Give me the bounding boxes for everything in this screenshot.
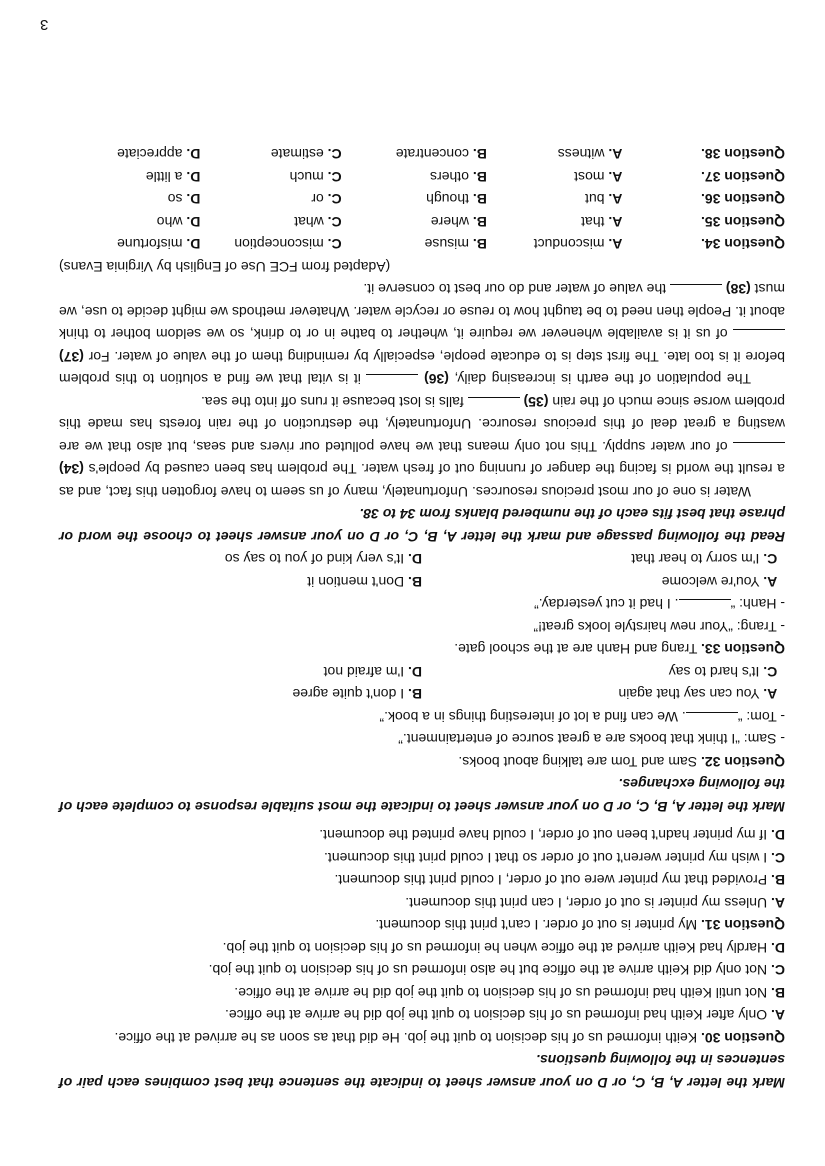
dialogue-line: - Trang: “Your new hairstyle looks great!” [533, 619, 785, 635]
passage-paragraph-1: Water is one of our most precious resources. Unfortunately, many of us seem to have forgotten this fact, and as a result the world is facing the danger of running out of fresh water. The problem has been caused by people's (34) of our water supply. This not only means that we have polluted our rivers and seas, but also that we are wasting a great deal of this precious resource. Unfortunately, the destruction of the rain forests has made this problem worse since much of the rain (35) falls is lost because it runs off into the sea. [59, 394, 785, 500]
options-row-36 [59, 188, 785, 211]
option-a: A. that [581, 214, 623, 230]
option-31-b: B. Provided that my printer were out of order, I could print this document. [334, 872, 785, 889]
section-instruction-exchanges: Mark the letter A, B, C, or D on your answer sheet to indicate the most suitable response to complete each of the following exchanges. [59, 776, 785, 815]
option-d: D. misfortune [117, 236, 201, 253]
options-row [59, 661, 785, 684]
option-c: C. estimate [270, 146, 342, 163]
question-30 [59, 1027, 785, 1050]
dialogue-line: - Sam: “I think that books are a great source of entertainment.” [398, 731, 785, 748]
option-c: C. misconception [234, 236, 342, 253]
options-row [59, 683, 785, 706]
option-33-c: C. I'm sorry to hear that [631, 551, 778, 568]
answer-blank [670, 285, 722, 298]
question-stem: Keith informed us of his decision to quit the job. He did that as soon as he arrived at the office. [114, 1030, 698, 1046]
options-row-34 [59, 233, 785, 256]
option-33-d: D. It's very kind of you to say so [224, 551, 422, 568]
question-label: Question 34. [700, 236, 785, 253]
question-33 [59, 638, 785, 661]
option-a: A. most [574, 169, 623, 185]
question-label: Question 37. [700, 169, 785, 185]
option-32-b: B. I don't quite agree [292, 686, 422, 703]
question-stem: Sam and Tom are talking about books. [458, 754, 698, 770]
options-row [59, 548, 785, 571]
question-31 [59, 914, 785, 937]
option-31-a: A. Unless my printer is out of order, I can print this document. [405, 895, 785, 911]
question-label: Question 35. [700, 214, 785, 230]
options-row-37 [59, 166, 785, 189]
option-a: A. but [585, 191, 623, 208]
option-c: C. what [294, 214, 342, 230]
question-32 [59, 751, 785, 774]
passage-source: (Adapted from FCE Use of English by Virginia Evans) [59, 259, 391, 275]
option-32-a: A. You can say that again [618, 686, 778, 703]
answer-blank [733, 442, 785, 455]
option-30-d: D. Hardly had Keith arrived at the office when he informed us of his decision to quit the job. [222, 940, 785, 956]
page-content [59, 143, 785, 1094]
option-31-c: C. I wish my printer weren't out of order so that I could print this document. [324, 850, 785, 866]
question-label: Question 38. [700, 146, 785, 163]
option-30-c: C. Not only did Keith arrive at the office but he also informed us of his decision to quit the job. [208, 962, 785, 979]
section-instruction-combine: Mark the letter A, B, C, or D on your answer sheet to indicate the sentence that best combines each pair of sentences in the following questions. [59, 1052, 785, 1091]
blank-number: (35) [523, 394, 549, 410]
option-d: D. appreciate [117, 146, 201, 163]
option-d: D. so [167, 191, 201, 208]
option-c: C. much [289, 169, 342, 185]
page-number: 3 [40, 16, 49, 33]
question-label: Question 31. [700, 917, 785, 934]
option-d: D. who [156, 214, 201, 230]
option-33-b: B. Don't mention it [307, 574, 422, 590]
answer-blank [366, 375, 418, 388]
question-label: Question 36. [700, 191, 785, 208]
blank-number: (36) [424, 371, 449, 388]
options-row-38 [59, 143, 785, 166]
question-label: Question 30. [700, 1030, 785, 1046]
option-b: B. concentrate [395, 146, 487, 163]
option-b: B. misuse [424, 236, 487, 253]
blank-number: (38) [725, 281, 751, 298]
option-31-d: D. If my printer hadn't been out of order, I could have printed the document. [319, 827, 785, 844]
option-a: A. witness [557, 146, 623, 163]
answer-blank [686, 712, 738, 725]
answer-blank [468, 397, 520, 410]
option-d: D. a little [145, 169, 201, 185]
answer-blank [733, 330, 785, 343]
passage-paragraph-2: The population of the earth is increasing daily, (36) it is vital that we find a solution to this problem before it is too late. The first step is to educate people, especially by reminding them of the value of water. For (37) of us it is available whenever we require it, whether to bathe in or to drink, so we seldom bother to think about it. People then need to be taught how to reuse or recycle water. Whatever methods we might decide to use, we must (38) the value of water and do our best to conserve it. [59, 281, 785, 388]
option-32-c: C. It's hard to say [668, 664, 778, 680]
section-instruction-passage: Read the following passage and mark the letter A, B, C, or D on your answer sheet to choose the word or phrase that best fits each of the numbered blanks from 34 to 38. [59, 506, 785, 545]
option-b: B. where [430, 214, 487, 230]
blank-number: (34) [59, 461, 84, 478]
option-32-d: D. I'm afraid not [323, 664, 422, 680]
dialogue-line: - Hanh: “. I had it cut yesterday.” [534, 596, 785, 613]
question-label: Question 33. [700, 641, 785, 658]
option-30-b: B. Not until Keith had informed us of his decision to quit the job did he arrive at the office. [234, 985, 785, 1001]
blank-number: (37) [59, 349, 84, 365]
option-c: C. or [311, 191, 342, 208]
options-row-35 [59, 211, 785, 234]
option-33-a: A. You're welcome [661, 574, 778, 590]
option-a: A. misconduct [533, 236, 623, 253]
question-stem: My printer is out of order. I can't print this document. [375, 917, 698, 934]
question-stem: Trang and Hanh are at the school gate. [454, 641, 698, 658]
option-b: B. others [430, 169, 487, 185]
answer-blank [679, 600, 731, 613]
dialogue-line: - Tom: “. We can find a lot of interesting things in a book.” [379, 709, 785, 725]
option-b: B. though [426, 191, 487, 208]
options-row [59, 571, 785, 594]
option-30-a: A. Only after Keith had informed us of his decision to quit the job did he arrive at the office. [224, 1007, 785, 1024]
question-label: Question 32. [700, 754, 785, 770]
